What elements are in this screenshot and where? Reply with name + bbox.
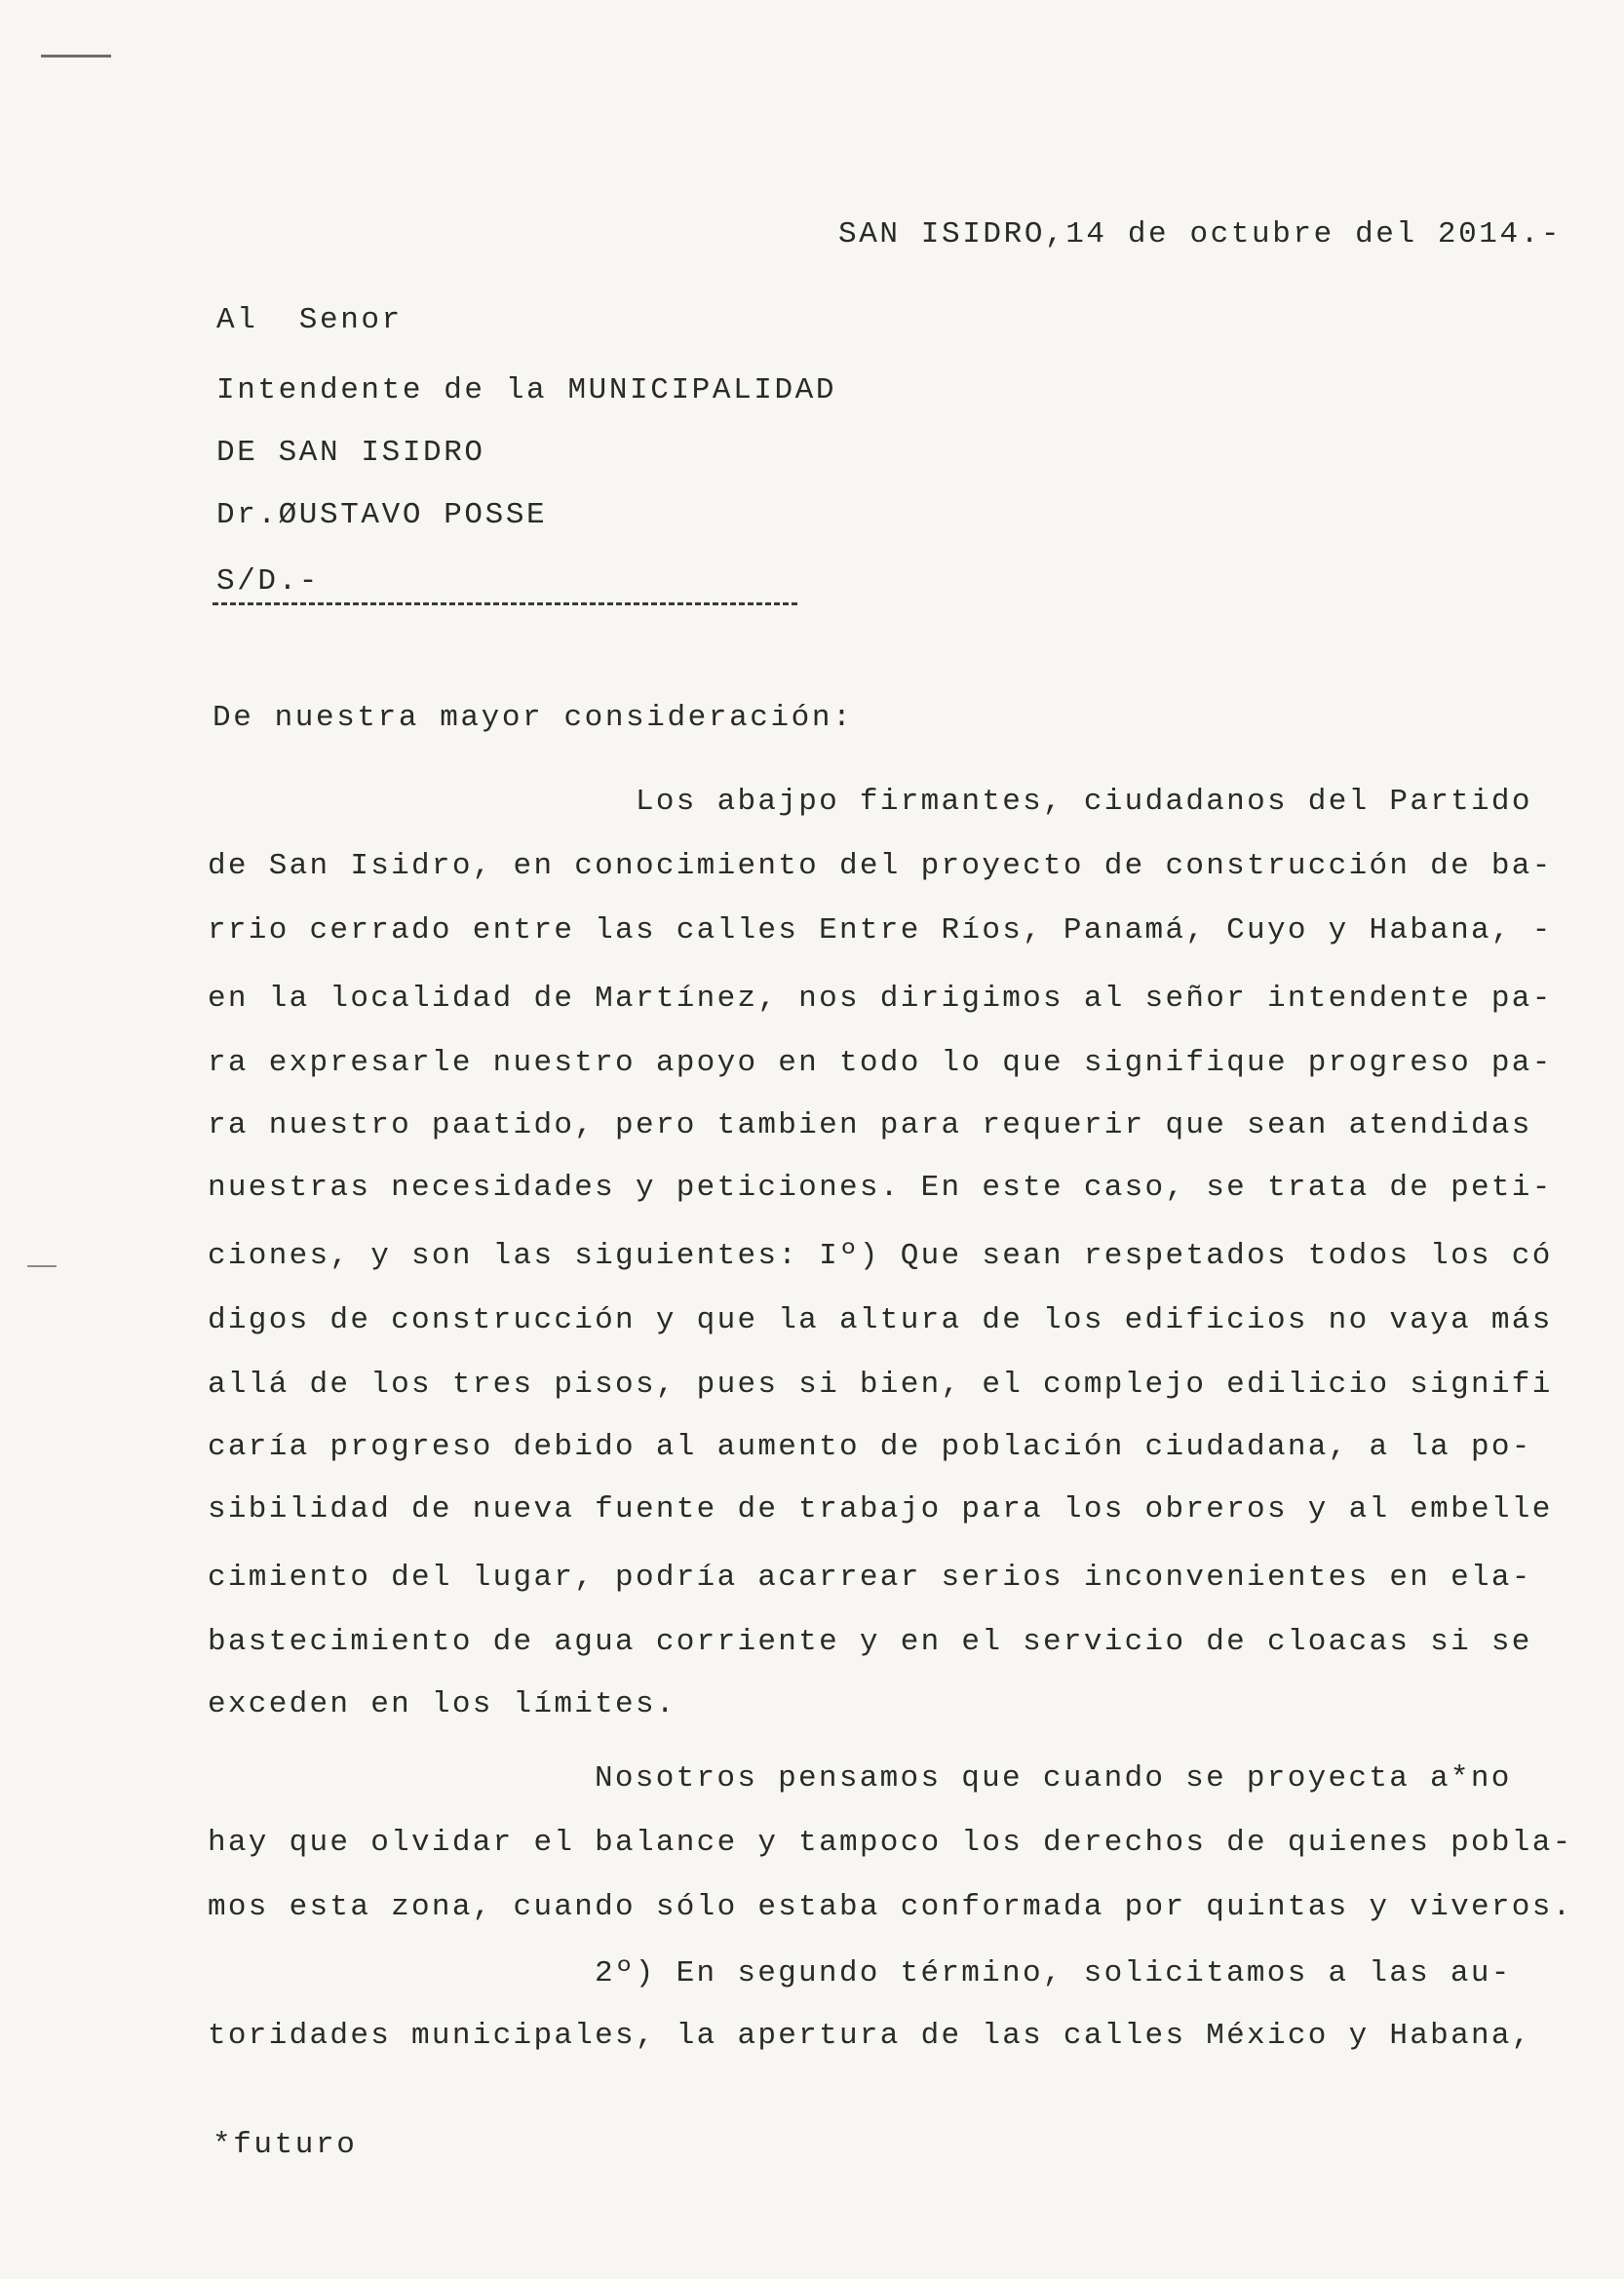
body-line: Los abajpo firmantes, ciudadanos del Partido <box>636 785 1532 819</box>
letter-date: SAN ISIDRO,14 de octubre del 2014.- <box>838 217 1563 251</box>
address-line-3: DE SAN ISIDRO <box>216 436 485 470</box>
body-line: digos de construcción y que la altura de los edificios no vaya más <box>208 1303 1553 1337</box>
body-line: 2º) En segundo término, solicitamos a las au- <box>595 1956 1512 1990</box>
body-line: rrio cerrado entre las calles Entre Ríos, Panamá, Cuyo y Habana, - <box>208 913 1553 947</box>
greeting: De nuestra mayor consideración: <box>213 701 854 735</box>
body-line: Nosotros pensamos que cuando se proyecta a*no <box>595 1761 1512 1796</box>
body-line: cimiento del lugar, podría acarrear serios inconvenientes en ela- <box>208 1561 1532 1595</box>
body-line: ra expresarle nuestro apoyo en todo lo que signifique progreso pa- <box>208 1046 1553 1080</box>
scan-mark-top <box>41 55 111 58</box>
body-line: hay que olvidar el balance y tampoco los derechos de quienes pobla- <box>208 1826 1573 1860</box>
body-line: ra nuestro paatido, pero tambien para requerir que sean atendidas <box>208 1108 1532 1142</box>
address-line-2: Intendente de la MUNICIPALIDAD <box>216 373 837 407</box>
body-line: ciones, y son las siguientes: Iº) Que sean respetados todos los có <box>208 1239 1553 1273</box>
address-line-5: S/D.- <box>216 564 321 599</box>
body-line: caría progreso debido al aumento de población ciudadana, a la po- <box>208 1430 1532 1464</box>
footnote: *futuro <box>213 2128 358 2162</box>
body-line: toridades municipales, la apertura de las calles México y Habana, <box>208 2019 1532 2053</box>
address-line-1: Al Senor <box>216 303 403 337</box>
body-line: mos esta zona, cuando sólo estaba conformada por quintas y viveros. <box>208 1890 1573 1924</box>
address-underline <box>213 602 797 605</box>
body-line: nuestras necesidades y peticiones. En este caso, se trata de peti- <box>208 1171 1553 1205</box>
scan-mark-left <box>27 1265 57 1267</box>
body-line: en la localidad de Martínez, nos dirigimos al señor intendente pa- <box>208 982 1553 1016</box>
address-line-4: Dr.ØUSTAVO POSSE <box>216 498 548 532</box>
body-line: allá de los tres pisos, pues si bien, el complejo edilicio signifi <box>208 1368 1553 1402</box>
body-line: bastecimiento de agua corriente y en el servicio de cloacas si se <box>208 1625 1532 1659</box>
body-line: exceden en los límites. <box>208 1687 677 1721</box>
body-line: sibilidad de nueva fuente de trabajo para los obreros y al embelle <box>208 1492 1553 1526</box>
body-line: de San Isidro, en conocimiento del proyecto de construcción de ba- <box>208 849 1553 883</box>
